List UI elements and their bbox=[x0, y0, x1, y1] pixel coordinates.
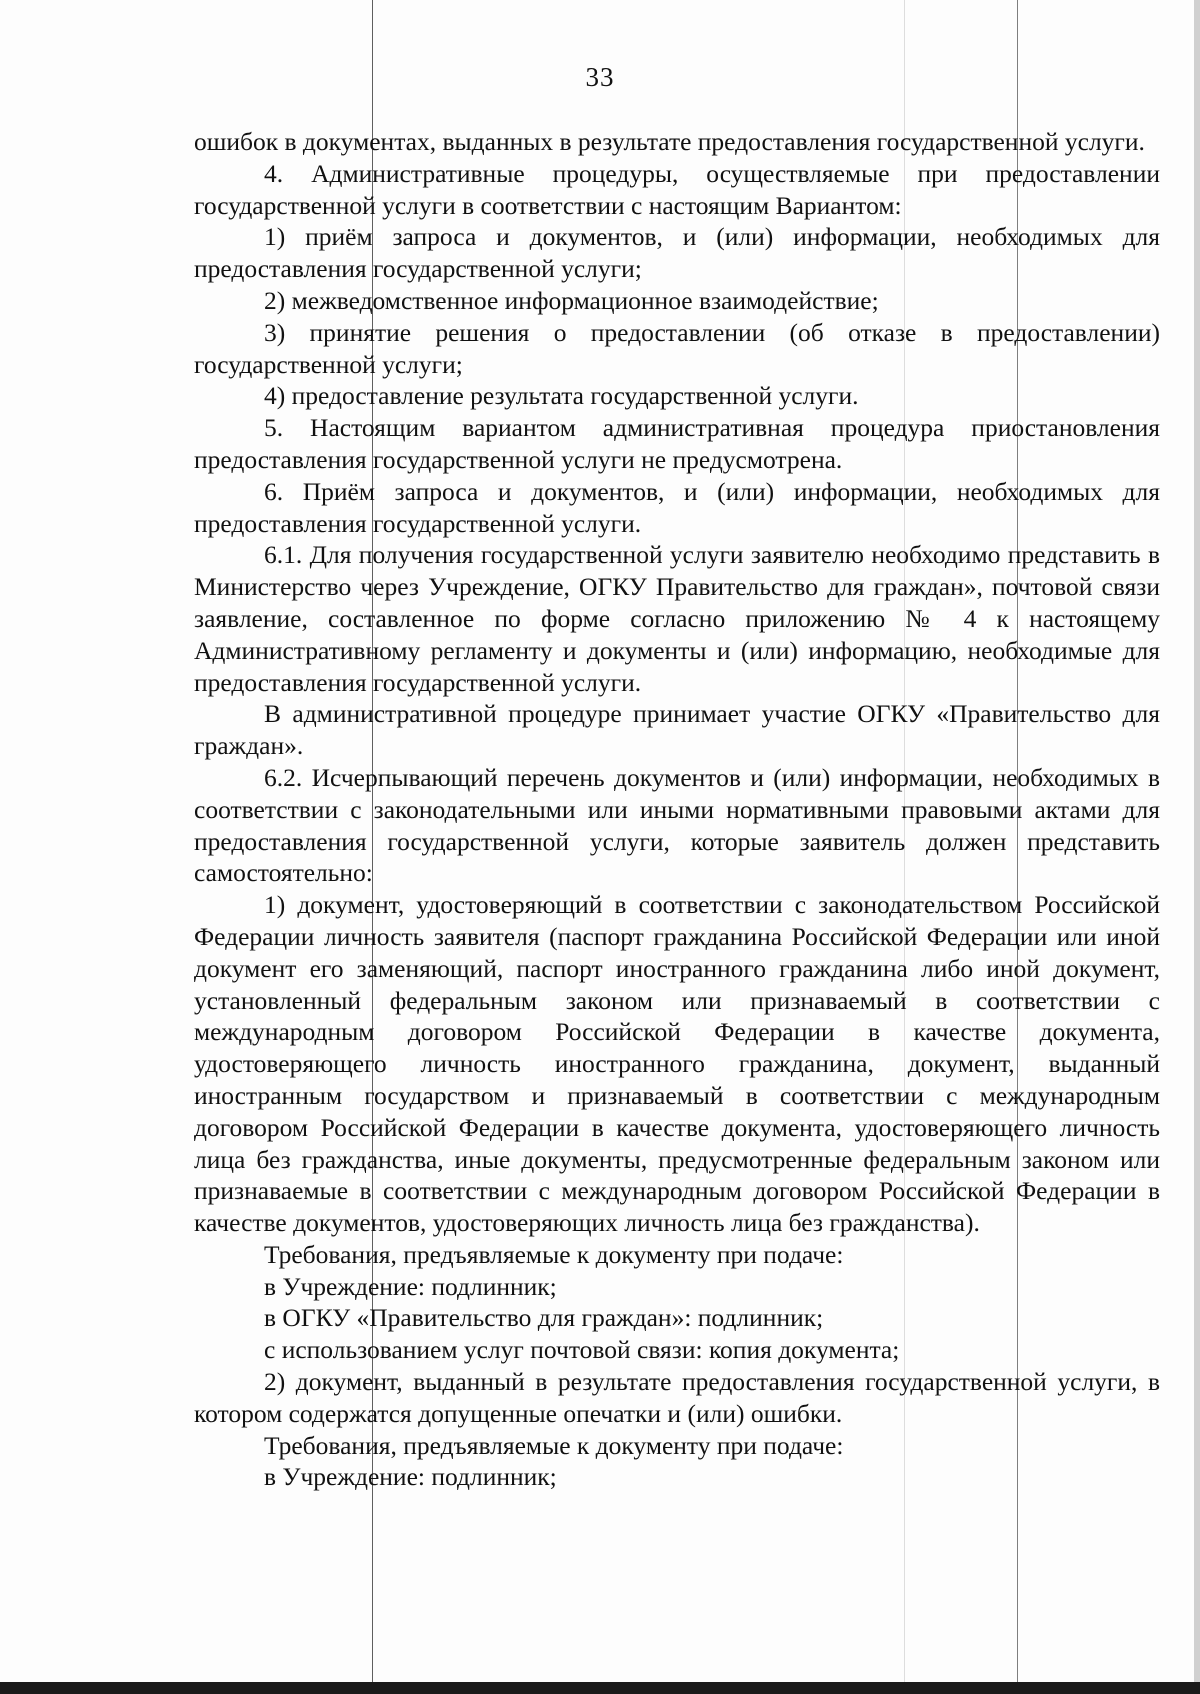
paragraph: в Учреждение: подлинник; bbox=[264, 1271, 557, 1301]
paragraph: с использованием услуг почтовой связи: копия документа; bbox=[264, 1335, 900, 1365]
paragraph: 4) предоставление результата государственной услуги. bbox=[264, 381, 859, 411]
paragraph: 1) документ, удостоверяющий в соответствии с законодательством Российской Федерации личность заявителя (паспорт гражданина Российской Федерации или иной документ его заменяющий, паспорт иностранного гражданина либо иной документ, установленный федеральным законом или признаваемый в соответствии с международным договором Российской Федерации в качестве документа, удостоверяющего личность иностранного гражданина, документ, выданный иностранным государством и признаваемый в соответствии с международным договором Российской Федерации в качестве документа, удостоверяющего личность лица без гражданства, иные документы, предусмотренные федеральным законом или признаваемые в соответствии с международным договором Российской Федерации в качестве документов, удостоверяющих личность лица без гражданства). bbox=[194, 890, 1160, 1238]
paragraph: в Учреждение: подлинник; bbox=[264, 1462, 557, 1492]
paragraph: 3) принятие решения о предоставлении (об отказе в предоставлении) государственной услуги; bbox=[194, 317, 1160, 379]
scan-edge bbox=[0, 1682, 1200, 1694]
paragraph: 5. Настоящим вариантом административная процедура приостановления предоставления государственной услуги не предусмотрена. bbox=[194, 413, 1160, 474]
paragraph: Требования, предъявляемые к документу при подаче: bbox=[264, 1430, 844, 1460]
paragraph: 2) документ, выданный в результате предоставления государственной услуги, в котором содержатся допущенные опечатки и (или) ошибки. bbox=[194, 1367, 1160, 1428]
paragraph: ошибок в документах, выданных в результате предоставления государственной услуги. bbox=[194, 127, 1145, 156]
paragraph: 2) межведомственное информационное взаимодействие; bbox=[264, 285, 879, 315]
paragraph: 6.1. Для получения государственной услуги заявителю необходимо представить в Министерство через Учреждение, ОГКУ Правительство для граждан», почтовой связи заявление, составленное по форме согласно приложению № 4 к настоящему Административному регламенту и документы и (или) информацию, необходимые для предоставления государственной услуги. bbox=[194, 540, 1160, 697]
document-body bbox=[194, 126, 1160, 1493]
scan-edge bbox=[1194, 0, 1200, 1694]
paragraph: 6.2. Исчерпывающий перечень документов и (или) информации, необходимых в соответствии с законодательными или иными нормативными правовыми актами для предоставления государственной услуги, которые заявитель должен представить самостоятельно: bbox=[194, 762, 1160, 888]
paragraph: 4. Административные процедуры, осуществляемые при предоставлении государственной услуги в соответствии с настоящим Вариантом: bbox=[194, 158, 1160, 220]
paragraph: Требования, предъявляемые к документу при подаче: bbox=[264, 1239, 844, 1269]
paragraph: 6. Приём запроса и документов, и (или) информации, необходимых для предоставления государственной услуги. bbox=[194, 476, 1160, 538]
paragraph: 1) приём запроса и документов, и (или) информации, необходимых для предоставления государственной услуги; bbox=[194, 222, 1160, 284]
paragraph: В административной процедуре принимает участие ОГКУ «Правительство для граждан». bbox=[194, 699, 1160, 761]
page-number: 33 bbox=[585, 62, 615, 92]
paragraph: в ОГКУ «Правительство для граждан»: подлинник; bbox=[264, 1303, 824, 1333]
